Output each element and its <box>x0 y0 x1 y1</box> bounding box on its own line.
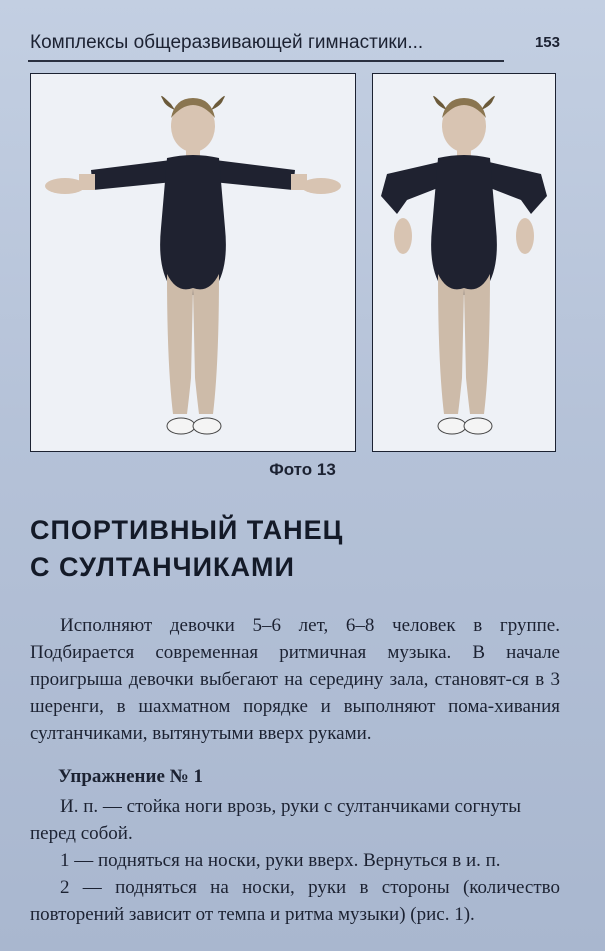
intro-paragraph: Исполняют девочки 5–6 лет, 6–8 человек в группе. Подбирается современная ритмичная музыка. В начале проигрыша девочки выбегают на середину зала, становят-ся в 3 шеренги, в шахматном порядке и выполняют пома-хивания султанчиками, вытянутыми вверх руками. <box>30 615 560 744</box>
exercise-step-1: 1 — подняться на носки, руки вверх. Вернуться в и. п. <box>60 850 501 871</box>
photo-caption: Фото 13 <box>269 460 336 479</box>
page-number: 153 <box>534 34 560 51</box>
section-title-line-1: СПОРТИВНЫЙ ТАНЕЦ <box>30 515 344 545</box>
section-title-line-2: С СУЛТАНЧИКАМИ <box>30 552 295 582</box>
photo-arms-sideways <box>30 73 356 452</box>
exercise-start-position: И. п. — стойка ноги врозь, руки с султанчиками согнуты перед собой. <box>30 796 521 844</box>
section-title <box>30 512 560 586</box>
girl-arms-bent-illustration <box>373 74 555 451</box>
running-title: Комплексы общеразвивающей гимнастики... <box>30 32 424 53</box>
exercise-step-2: 2 — подняться на носки, руки в стороны (количество повторений зависит от темпа и ритма музыки) (рис. 1). <box>30 877 560 925</box>
header-rule <box>28 60 504 62</box>
photo-arms-bent <box>372 73 556 452</box>
running-head <box>30 30 560 58</box>
exercise-heading: Упражнение № 1 <box>58 766 203 787</box>
girl-arms-sideways-illustration <box>31 74 355 451</box>
